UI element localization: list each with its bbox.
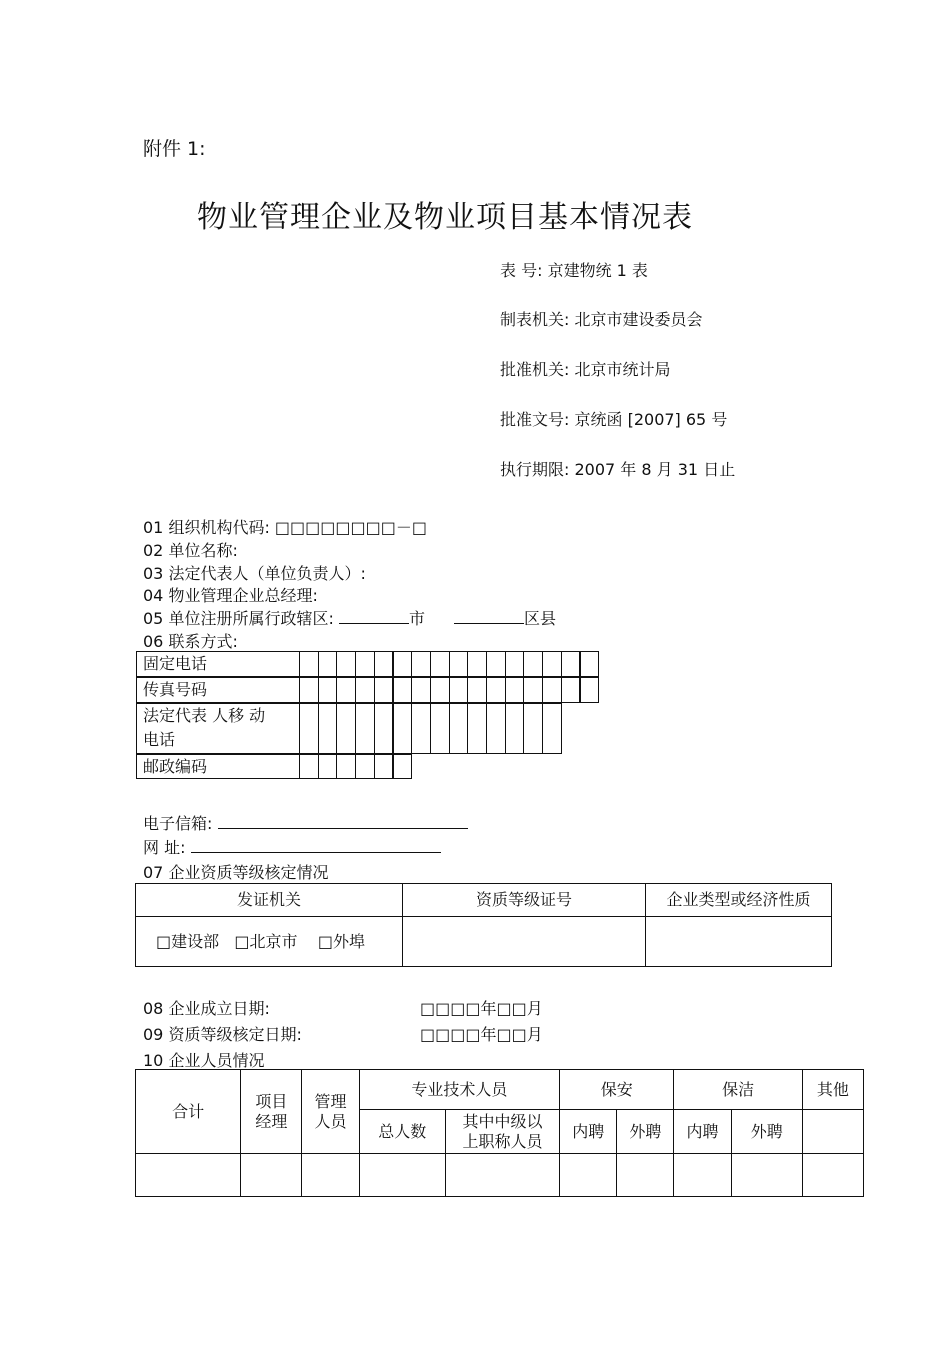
contact-digit-box[interactable] xyxy=(355,754,375,779)
contact-label-postal: 邮政编码 xyxy=(136,754,300,779)
district-label: 05 单位注册所属行政辖区: xyxy=(143,609,334,628)
attachment-label: 附件 1: xyxy=(143,138,206,160)
contact-digit-box[interactable] xyxy=(299,754,319,779)
contact-digit-box[interactable] xyxy=(411,651,431,677)
contact-digit-box[interactable] xyxy=(374,651,394,677)
field-legal-rep[interactable]: 03 法定代表人（单位负责人）: xyxy=(143,564,366,583)
meta-value: 北京市统计局 xyxy=(574,360,671,379)
option-ministry[interactable]: □建设部 xyxy=(156,931,220,951)
meta-label: 制表机关: xyxy=(500,310,570,329)
option-external[interactable]: □外埠 xyxy=(317,931,365,951)
pm-line2: 经理 xyxy=(255,1111,288,1131)
contact-digit-box[interactable] xyxy=(449,677,469,703)
contact-digit-box[interactable] xyxy=(542,703,562,754)
contact-digit-box[interactable] xyxy=(336,677,356,703)
pm-line1: 项目 xyxy=(255,1091,288,1111)
contact-digit-box[interactable] xyxy=(336,754,356,779)
district-blank[interactable] xyxy=(454,609,524,624)
contact-digit-box[interactable] xyxy=(486,651,506,677)
cell-security-external[interactable] xyxy=(617,1154,674,1197)
contact-digit-box[interactable] xyxy=(467,703,487,754)
company-type-cell[interactable] xyxy=(646,917,832,967)
contact-digit-box[interactable] xyxy=(393,677,413,703)
contact-digit-box[interactable] xyxy=(318,754,338,779)
contact-digit-box[interactable] xyxy=(467,677,487,703)
field-qualification: 07 企业资质等级核定情况 xyxy=(143,863,329,882)
contact-digit-box[interactable] xyxy=(393,703,413,754)
field-email[interactable] xyxy=(143,811,468,834)
contact-digit-box[interactable] xyxy=(374,703,394,754)
mobile-label-line1: 法定代表 人移 动 xyxy=(143,706,266,725)
contact-digit-box[interactable] xyxy=(318,651,338,677)
contact-digit-box[interactable] xyxy=(467,651,487,677)
contact-digit-box[interactable] xyxy=(523,703,543,754)
city-suffix: 市 xyxy=(408,609,425,628)
header-other: 其他 xyxy=(802,1070,863,1110)
meta-approver xyxy=(500,357,671,380)
header-company-type: 企业类型或经济性质 xyxy=(646,884,832,917)
field-qual-date[interactable]: □□□□年□□月 xyxy=(420,1025,543,1044)
contact-digit-box[interactable] xyxy=(561,651,581,677)
option-beijing[interactable]: □北京市 xyxy=(234,931,298,951)
mgmt-line2: 人员 xyxy=(314,1111,347,1131)
contact-digit-box[interactable] xyxy=(561,677,581,703)
meta-label: 执行期限: xyxy=(500,460,570,479)
contact-digit-box[interactable] xyxy=(299,651,319,677)
field-org-code[interactable]: 01 组织机构代码: □□□□□□□□－□ xyxy=(143,518,427,537)
mgmt-line1: 管理 xyxy=(314,1091,347,1111)
contact-digit-box[interactable] xyxy=(486,703,506,754)
header-security: 保安 xyxy=(560,1070,674,1110)
contact-digit-box[interactable] xyxy=(505,703,525,754)
cell-cleaning-internal[interactable] xyxy=(674,1154,731,1197)
contact-digit-box[interactable] xyxy=(393,754,413,779)
meta-validity xyxy=(500,457,735,480)
contact-label-phone: 固定电话 xyxy=(136,651,300,677)
contact-digit-box[interactable] xyxy=(505,677,525,703)
cell-project-manager[interactable] xyxy=(241,1154,302,1197)
tech-mid-line2: 上职称人员 xyxy=(462,1131,543,1151)
meta-approval-doc xyxy=(500,407,727,430)
meta-value: 2007 年 8 月 31 日止 xyxy=(574,460,736,479)
contact-digit-box[interactable] xyxy=(430,651,450,677)
header-tech-total: 总人数 xyxy=(359,1110,445,1154)
meta-issuer xyxy=(500,307,703,330)
contact-digit-box[interactable] xyxy=(430,677,450,703)
header-security-internal: 内聘 xyxy=(560,1110,617,1154)
meta-value: 北京市建设委员会 xyxy=(574,310,703,329)
contact-digit-box[interactable] xyxy=(411,677,431,703)
contact-digit-box[interactable] xyxy=(486,677,506,703)
cell-tech-mid[interactable] xyxy=(445,1154,559,1197)
staff-table xyxy=(135,1069,864,1197)
cell-management[interactable] xyxy=(302,1154,359,1197)
page-title: 物业管理企业及物业项目基本情况表 xyxy=(197,200,693,235)
header-cleaning-external: 外聘 xyxy=(731,1110,802,1154)
field-qual-date-label: 09 资质等级核定日期: xyxy=(143,1025,302,1044)
header-total: 合计 xyxy=(136,1070,241,1154)
field-district[interactable] xyxy=(143,606,556,629)
cert-number-cell[interactable] xyxy=(403,917,646,967)
contact-digit-box[interactable] xyxy=(355,703,375,754)
contact-digit-box[interactable] xyxy=(523,651,543,677)
contact-digit-box[interactable] xyxy=(580,677,600,703)
contact-digit-box[interactable] xyxy=(374,677,394,703)
contact-label-mobile xyxy=(136,703,300,754)
contact-digit-box[interactable] xyxy=(299,677,319,703)
cell-other[interactable] xyxy=(802,1154,863,1197)
contact-digit-box[interactable] xyxy=(355,651,375,677)
contact-digit-box[interactable] xyxy=(299,703,319,754)
cell-total[interactable] xyxy=(136,1154,241,1197)
email-label: 电子信箱: xyxy=(143,814,213,833)
header-issuer: 发证机关 xyxy=(136,884,403,917)
contact-digit-box[interactable] xyxy=(411,703,431,754)
field-contact: 06 联系方式: xyxy=(143,632,238,651)
meta-value: 京统函 [2007] 65 号 xyxy=(574,410,728,429)
district-suffix: 区县 xyxy=(524,609,557,628)
cell-cleaning-external[interactable] xyxy=(731,1154,802,1197)
meta-label: 表 号: xyxy=(500,261,543,280)
field-website[interactable] xyxy=(143,835,441,858)
contact-digit-box[interactable] xyxy=(523,677,543,703)
cell-tech-total[interactable] xyxy=(359,1154,445,1197)
email-blank[interactable] xyxy=(218,814,468,829)
meta-label: 批准文号: xyxy=(500,410,570,429)
contact-digit-box[interactable] xyxy=(580,651,600,677)
contact-digit-box[interactable] xyxy=(336,651,356,677)
meta-form-number xyxy=(500,258,648,281)
header-cleaning: 保洁 xyxy=(674,1070,802,1110)
mobile-label-line2: 电话 xyxy=(143,730,176,749)
field-founding-date-label: 08 企业成立日期: xyxy=(143,999,270,1018)
header-cert-number: 资质等级证号 xyxy=(403,884,646,917)
contact-digit-box[interactable] xyxy=(336,703,356,754)
web-label: 网 址: xyxy=(143,838,186,857)
header-other-sub xyxy=(802,1110,863,1154)
contact-digit-box[interactable] xyxy=(393,651,413,677)
contact-digit-box[interactable] xyxy=(430,703,450,754)
field-general-manager[interactable]: 04 物业管理企业总经理: xyxy=(143,586,318,605)
contact-label-fax: 传真号码 xyxy=(136,677,300,703)
qualification-table xyxy=(135,883,832,967)
header-management xyxy=(302,1070,359,1154)
contact-digit-box[interactable] xyxy=(505,651,525,677)
tech-mid-line1: 其中中级以 xyxy=(462,1111,543,1131)
contact-digit-box[interactable] xyxy=(542,677,562,703)
cell-security-internal[interactable] xyxy=(560,1154,617,1197)
contact-digit-box[interactable] xyxy=(318,677,338,703)
contact-digit-box[interactable] xyxy=(318,703,338,754)
header-tech: 专业技术人员 xyxy=(359,1070,560,1110)
web-blank[interactable] xyxy=(191,838,441,853)
contact-digit-box[interactable] xyxy=(374,754,394,779)
header-tech-mid xyxy=(445,1110,559,1154)
header-project-manager xyxy=(241,1070,302,1154)
meta-value: 京建物统 1 表 xyxy=(547,261,648,280)
contact-digit-box[interactable] xyxy=(449,703,469,754)
issuer-options xyxy=(136,917,403,967)
field-staff: 10 企业人员情况 xyxy=(143,1051,265,1070)
header-security-external: 外聘 xyxy=(617,1110,674,1154)
field-founding-date[interactable]: □□□□年□□月 xyxy=(420,999,543,1018)
contact-digit-box[interactable] xyxy=(449,651,469,677)
field-unit-name[interactable]: 02 单位名称: xyxy=(143,541,238,560)
header-cleaning-internal: 内聘 xyxy=(674,1110,731,1154)
contact-digit-box[interactable] xyxy=(542,651,562,677)
meta-label: 批准机关: xyxy=(500,360,570,379)
city-blank[interactable] xyxy=(339,609,409,624)
contact-digit-box[interactable] xyxy=(355,677,375,703)
